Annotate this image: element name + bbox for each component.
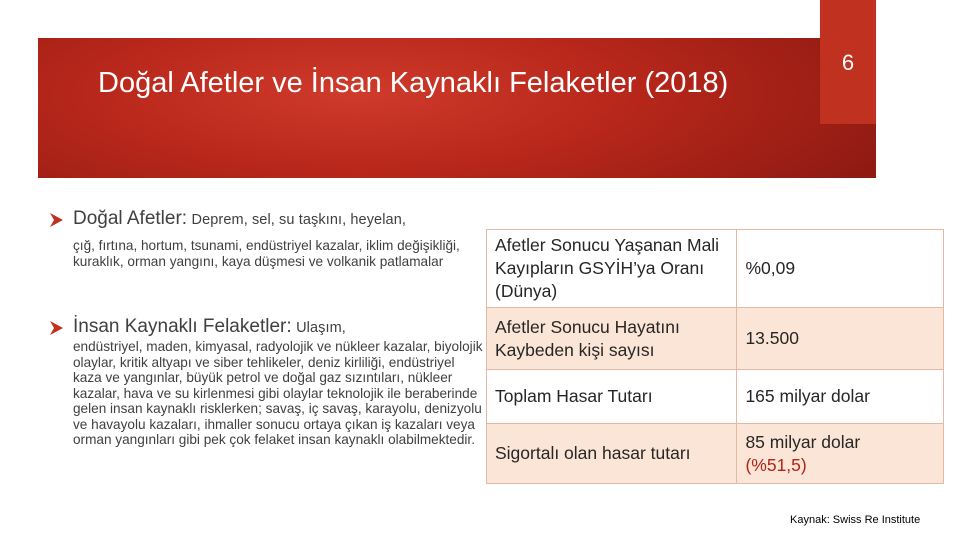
table-cell-label: Toplam Hasar Tutarı	[487, 370, 737, 424]
bullet-body: çığ, fırtına, hortum, tsunami, endüstriyel kazalar, iklim değişikliği, kuraklık, orman yangını, kaya düşmesi ve volkanik patlamalar	[73, 238, 460, 269]
insured-loss-percent: (%51,5)	[745, 454, 807, 475]
bullet-lead: Deprem, sel, su taşkını, heyelan,	[191, 212, 406, 228]
bullet-title: İnsan Kaynaklı Felaketler:	[73, 316, 292, 337]
insured-loss-value: 85 milyar dolar	[745, 431, 861, 452]
table-row	[487, 308, 944, 370]
table-cell-value	[737, 424, 944, 484]
table-cell-value: 165 milyar dolar	[737, 370, 944, 424]
title-band	[38, 38, 876, 178]
bullet-human-disasters	[48, 316, 483, 448]
table-cell-value: 13.500	[737, 308, 944, 370]
bullet-lead: Ulaşım,	[296, 320, 346, 336]
table-row	[487, 370, 944, 424]
table-cell-label: Afetler Sonucu Yaşanan Mali Kayıpların GSYİH’ya Oranı (Dünya)	[487, 230, 737, 308]
source-note: Kaynak: Swiss Re Institute	[790, 514, 921, 526]
table-cell-label: Afetler Sonucu Hayatını Kaybeden kişi sayısı	[487, 308, 737, 370]
bullet-head	[48, 316, 478, 339]
bullet-natural-disasters	[48, 208, 478, 269]
table-cell-label: Sigortalı olan hasar tutarı	[487, 424, 737, 484]
table-row	[487, 230, 944, 308]
bullet-head	[48, 208, 478, 231]
bullet-title: Doğal Afetler:	[73, 208, 188, 229]
slide-title: Doğal Afetler ve İnsan Kaynaklı Felaketler (2018)	[98, 67, 729, 99]
bullet-body: endüstriyel, maden, kimyasal, radyolojik ve nükleer kazalar, biyolojik olaylar, kritik altyapı ve siber tehlikeler, deniz kirliliği, endüstriyel kaza ve yangınlar, büyük petrol ve doğal gaz sızıntıları, nükleer kazalar, hava ve su kirlenmesi gibi olaylar teknolojik ile beraberinde gelen insan kaynaklı risklerken; savaş, iç savaş, karayolu, denizyolu ve havayolu kazaları, ihmaller sonucu ortaya çıkan iş kazaları veya orman yangınları gibi pek çok felaket insan kaynaklı olabilmektedir.	[73, 339, 483, 447]
page-number: 6	[841, 50, 855, 75]
table-cell-value: %0,09	[737, 230, 944, 308]
disaster-stats-table	[486, 229, 944, 484]
table-row	[487, 424, 944, 484]
